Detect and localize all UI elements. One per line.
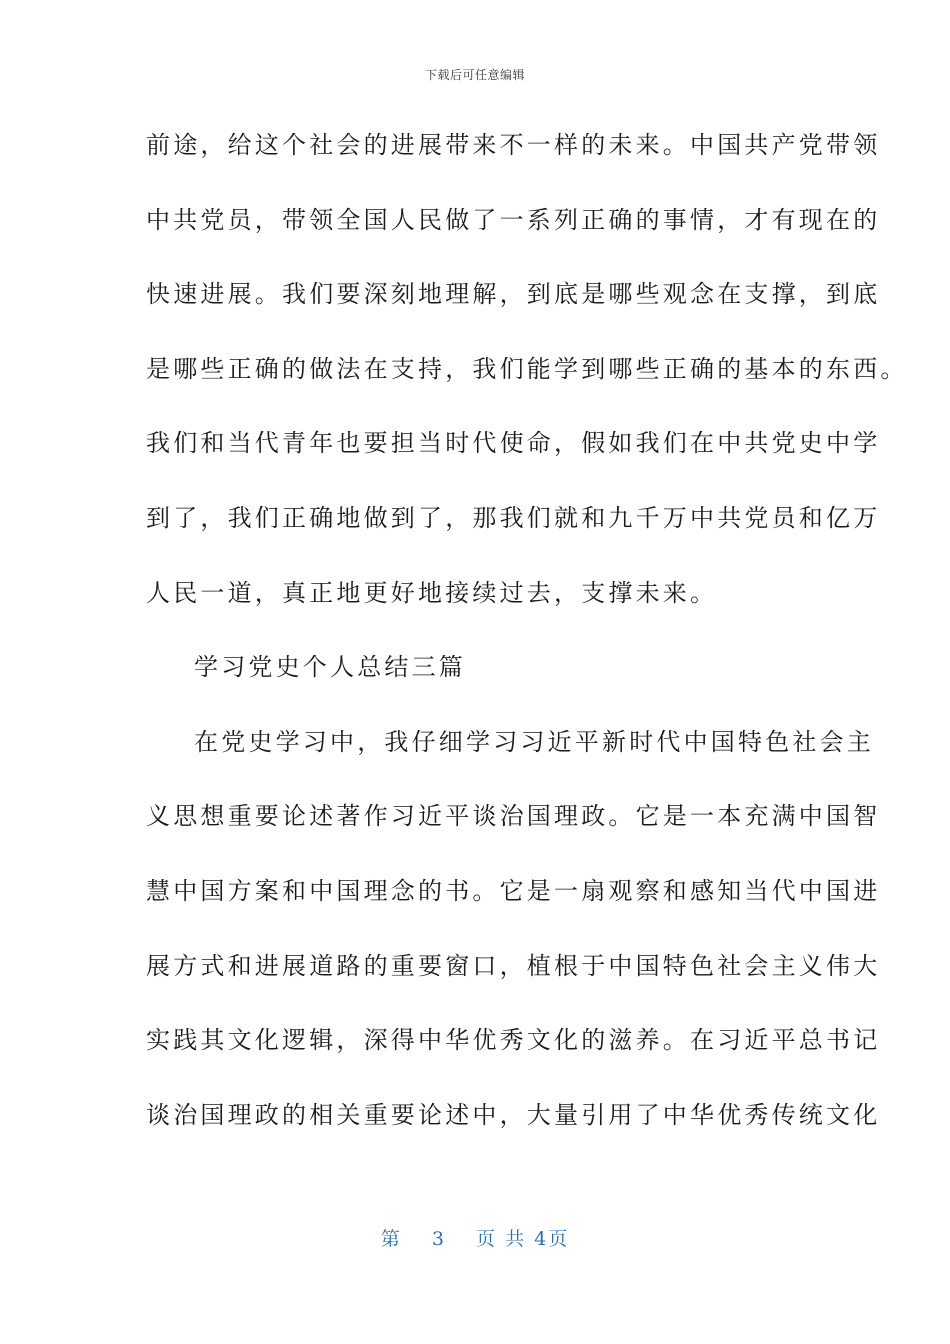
paragraph-line: 在党史学习中，我仔细学习习近平新时代中国特色社会主 bbox=[194, 727, 874, 756]
paragraph-line: 实践其文化逻辑，深得中华优秀文化的滋养。在习近平总书记 bbox=[146, 1026, 881, 1055]
total-pages: 4页 bbox=[534, 1228, 570, 1250]
paragraph-line: 人民一道，真正地更好地接续过去，支撑未来。 bbox=[146, 578, 718, 607]
paragraph-line: 义思想重要论述著作习近平谈治国理政。它是一本充满中国智 bbox=[146, 802, 881, 831]
section-heading: 学习党史个人总结三篇 bbox=[194, 653, 466, 682]
document-body bbox=[146, 116, 908, 1160]
paragraph-line: 我们和当代青年也要担当时代使命，假如我们在中共党史中学 bbox=[146, 429, 881, 458]
paragraph-line: 展方式和进展道路的重要窗口，植根于中国特色社会主义伟大 bbox=[146, 951, 881, 980]
paragraph-line: 前途，给这个社会的进展带来不一样的未来。中国共产党带领 bbox=[146, 131, 881, 159]
header-note: 下载后可任意编辑 bbox=[424, 68, 525, 82]
page-footer bbox=[0, 1224, 950, 1251]
paragraph-line: 中共党员，带领全国人民做了一系列正确的事情，才有现在的 bbox=[146, 205, 881, 234]
paragraph-line: 慧中国方案和中国理念的书。它是一扇观察和感知当代中国进 bbox=[146, 876, 881, 905]
paragraph-line: 是哪些正确的做法在支持，我们能学到哪些正确的基本的东西。 bbox=[146, 354, 908, 383]
paragraph-line: 谈治国理政的相关重要论述中，大量引用了中华优秀传统文化 bbox=[146, 1100, 881, 1129]
page-label-mid: 页 共 bbox=[476, 1228, 527, 1250]
paragraph-line: 到了，我们正确地做到了，那我们就和九千万中共党员和亿万 bbox=[146, 503, 881, 532]
paragraph-line: 快速进展。我们要深刻地理解，到底是哪些观念在支撑，到底 bbox=[146, 280, 881, 309]
current-page-number: 3 bbox=[431, 1228, 446, 1250]
page-label-prefix: 第 bbox=[380, 1228, 402, 1250]
